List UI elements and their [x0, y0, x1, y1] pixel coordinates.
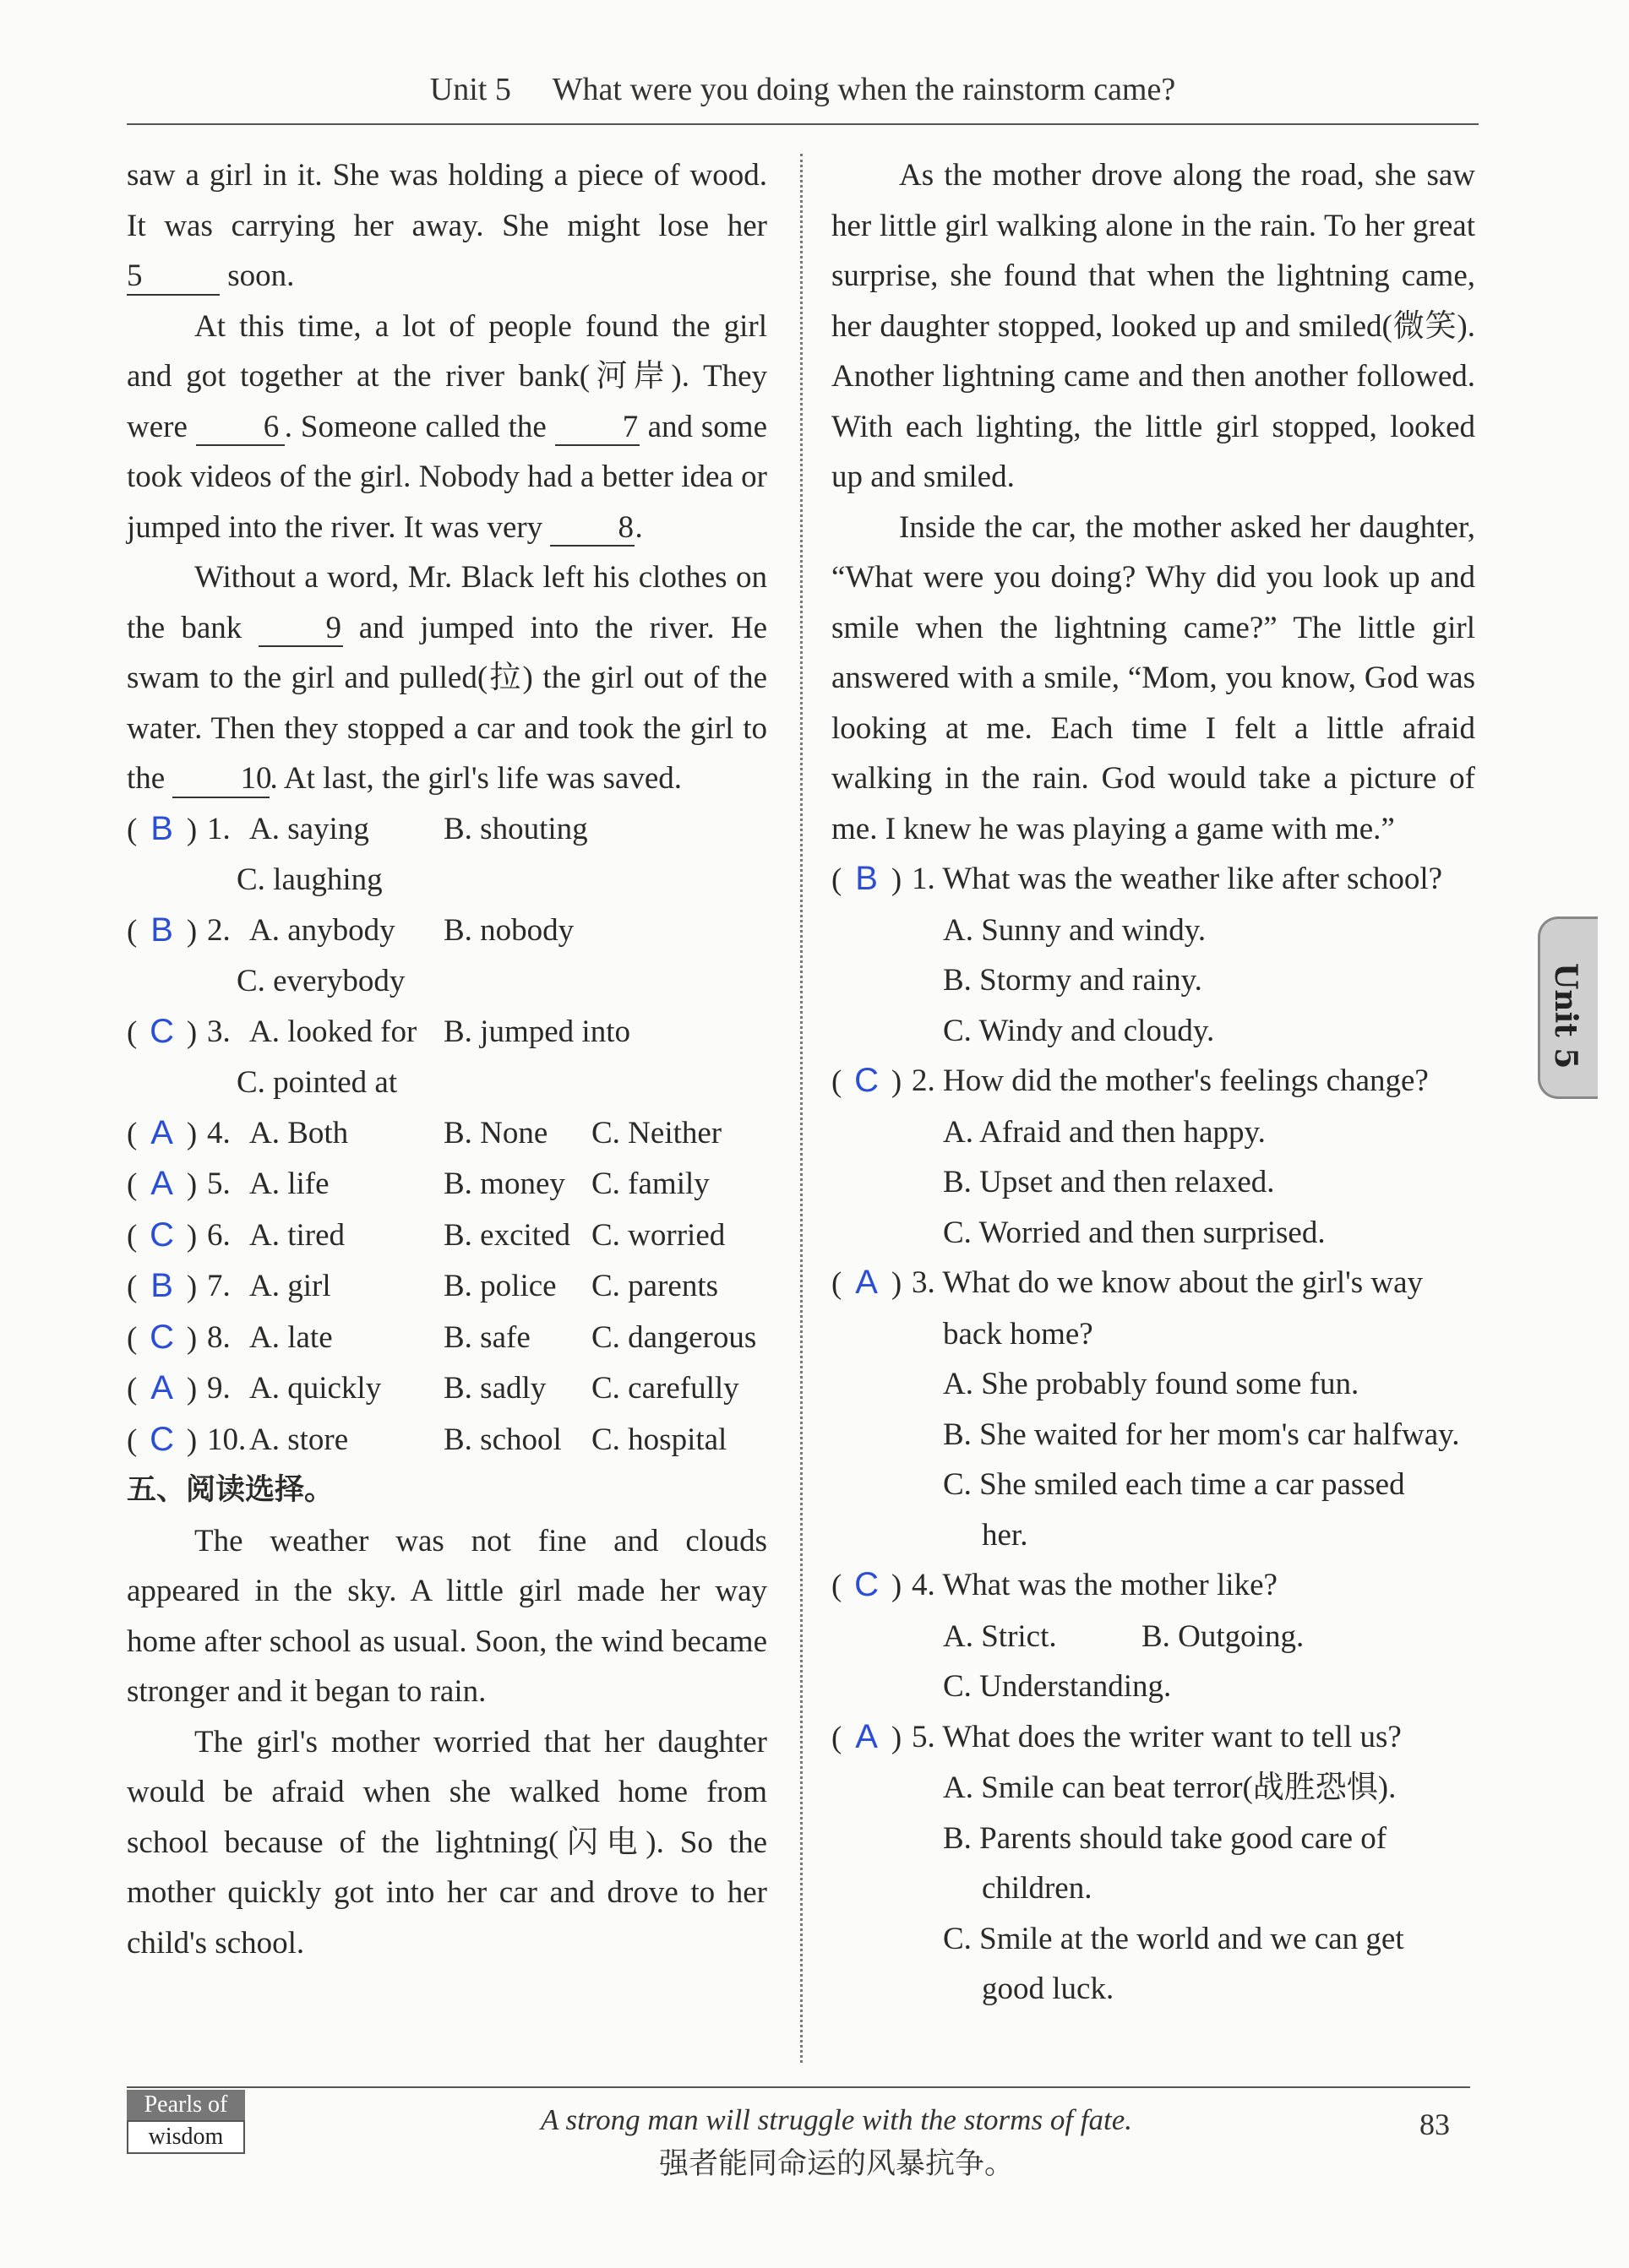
pearls-label: Pearls of [127, 2090, 245, 2120]
question-number: 8. [207, 1319, 231, 1355]
cloze-text: and some took videos of the girl. Nobody had a better idea or jumped into the river. It was very [127, 409, 767, 545]
blank-9: 9 [259, 612, 343, 648]
quote-chinese: 强者能同命运的风暴抗争。 [658, 2147, 1014, 2180]
option-c-continued: good luck. [982, 1972, 1114, 2006]
question-number: 10. [207, 1422, 247, 1457]
option-c: C. parents [591, 1269, 719, 1303]
question-number: 7. [207, 1269, 231, 1303]
cloze-text: soon. [220, 258, 295, 293]
pearls-of-wisdom-badge [127, 2090, 245, 2154]
reading-paragraph-1: The weather was not fine and clouds appeared in the sky. A little girl made her way home after school as usual. Soon, the wind became stronger and it began to rain. [127, 1523, 767, 1709]
option-c: C. Windy and cloudy. [943, 1013, 1215, 1048]
option-a: A. tired [249, 1217, 346, 1253]
cloze-text: and jumped into the river. He swam to the girl and pulled(拉) the girl out of the water. Then they stopped a car and took the girl to the [127, 610, 767, 796]
option-a: A. girl [249, 1269, 331, 1303]
option-a: A. Strict. [943, 1618, 1057, 1654]
option-a: A. looked for [249, 1014, 417, 1049]
question-text: 4. What was the mother like? [912, 1568, 1278, 1602]
question-text: 2. How did the mother's feelings change? [912, 1063, 1429, 1098]
left-column [127, 150, 767, 1968]
option-c: C. dangerous [591, 1319, 757, 1355]
reading-question-1: ( B ) 1. What was the weather like after school? A. Sunny and windy. B. Stormy and rainy. C. Windy and cloudy. [831, 854, 1475, 1056]
option-b: B. Outgoing. [1141, 1618, 1305, 1654]
option-c: C. She smiled each time a car passed [943, 1467, 1405, 1502]
answer-mark: C [150, 1318, 175, 1356]
option-b-continued: children. [982, 1871, 1092, 1906]
reading-question-4: ( C ) 4. What was the mother like? A. Strict. B. Outgoing. C. Understanding. [831, 1560, 1475, 1712]
question-number: 5. [207, 1167, 231, 1201]
footer-quote [406, 2098, 1267, 2186]
reading-paragraph-3: As the mother drove along the road, she saw her little girl walking alone in the rain. To her great surprise, she found that when the lightning came, her daughter stopped, looked up and smiled(微笑). Another lightning came and then another followed. With each lighting, the little girl stopped, looked up and smiled. [831, 158, 1475, 494]
cloze-question-10: ( C ) 10. A. store B. school C. hospital [127, 1415, 767, 1466]
question-number: 4. [207, 1115, 231, 1150]
option-a: A. Afraid and then happy. [943, 1114, 1266, 1150]
reading-paragraph-2: The girl's mother worried that her daughter would be afraid when she walked home from school because of the lightning(闪电). So the mother quickly got into her car and drove to her child's school. [127, 1724, 767, 1961]
cloze-question-1: ( B ) 1. A. saying B. shouting C. laughing [127, 804, 767, 906]
wisdom-label: wisdom [127, 2120, 245, 2154]
answer-mark: C [854, 1566, 880, 1603]
option-b: B. excited [444, 1217, 571, 1253]
blank-7: 7 [555, 411, 640, 447]
question-number: 6. [207, 1217, 231, 1253]
option-b: B. Stormy and rainy. [943, 963, 1202, 998]
answer-mark: A [855, 1264, 878, 1301]
option-b: B. Upset and then relaxed. [943, 1165, 1275, 1199]
option-b: B. Parents should take good care of [943, 1820, 1387, 1856]
option-b: B. shouting [444, 811, 588, 846]
option-c: C. everybody [237, 964, 406, 998]
answer-mark: A [150, 1113, 173, 1151]
answer-mark: C [854, 1062, 880, 1099]
option-b: B. safe [444, 1319, 531, 1355]
cloze-questions [127, 804, 767, 1466]
option-a: A. anybody [249, 912, 395, 948]
cloze-text: . Someone called the [284, 409, 555, 444]
cloze-text: saw a girl in it. She was holding a piece of wood. It was carrying her away. She might lose her [127, 158, 767, 243]
option-c: C. family [591, 1167, 710, 1201]
option-c: C. laughing [237, 862, 383, 897]
blank-10: 10 [172, 762, 270, 798]
question-number: 3. [207, 1014, 231, 1049]
question-text: 5. What does the writer want to tell us? [912, 1719, 1402, 1754]
option-b: B. school [444, 1422, 562, 1457]
option-a: A. Both [249, 1115, 349, 1150]
option-b: B. None [444, 1115, 548, 1150]
option-c: C. Neither [591, 1115, 722, 1150]
question-number: 1. [207, 811, 231, 846]
cloze-text: . At last, the girl's life was saved. [270, 761, 683, 796]
question-number: 2. [207, 912, 231, 948]
option-c: C. Understanding. [943, 1669, 1172, 1704]
option-a: A. store [249, 1422, 349, 1457]
cloze-question-5: ( A ) 5. A. life B. money C. family [127, 1159, 767, 1210]
question-number: 9. [207, 1371, 231, 1406]
page-number: 83 [1419, 2108, 1450, 2141]
header-divider [127, 123, 1479, 125]
cloze-question-8: ( C ) 8. A. late B. safe C. dangerous [127, 1313, 767, 1364]
cloze-paragraph-3 [127, 552, 767, 804]
unit-label: Unit 5 [429, 72, 511, 107]
option-a: A. late [249, 1319, 333, 1355]
option-a: A. quickly [249, 1371, 382, 1406]
blank-5: 5 [127, 259, 220, 296]
reading-question-5: ( A ) 5. What does the writer want to tell us? A. Smile can beat terror(战胜恐惧). B. Parents should take good care of children. C. Smile at the world and we can get good luck. [831, 1712, 1475, 2015]
option-c: C. pointed at [237, 1065, 398, 1100]
reading-question-2: ( C ) 2. How did the mother's feelings change? A. Afraid and then happy. B. Upset and then relaxed. C. Worried and then surprised. [831, 1056, 1475, 1258]
answer-mark: A [855, 1717, 878, 1755]
option-a: A. Smile can beat terror(战胜恐惧). [943, 1770, 1397, 1805]
unit-tab-label: Unit 5 [1548, 963, 1583, 1069]
option-c: C. worried [591, 1217, 726, 1253]
blank-6: 6 [196, 411, 285, 447]
option-b: B. money [444, 1167, 565, 1201]
right-column [831, 150, 1475, 2015]
answer-mark: B [150, 911, 173, 949]
option-a: A. life [249, 1167, 330, 1201]
answer-mark: B [150, 1267, 173, 1304]
unit-title: What were you doing when the rainstorm came? [552, 72, 1176, 107]
option-b: B. She waited for her mom's car halfway. [943, 1417, 1460, 1452]
option-b: B. jumped into [444, 1014, 630, 1049]
blank-8: 8 [550, 511, 635, 547]
question-text: 3. What do we know about the girl's way [912, 1265, 1424, 1300]
reading-question-3: ( A ) 3. What do we know about the girl's way back home? A. She probably found some fun. B. She waited for her mom's car halfway. C. She smiled each time a car passed her. [831, 1258, 1475, 1560]
section-title: 五、阅读选择。 [127, 1473, 335, 1507]
quote-english: A strong man will struggle with the storms of fate. [540, 2103, 1133, 2136]
cloze-question-3: ( C ) 3. A. looked for B. jumped into C. pointed at [127, 1007, 767, 1108]
cloze-text: At this time, a lot of people found the girl and got together at the river bank(河岸). They were [127, 308, 767, 444]
option-a: A. Sunny and windy. [943, 912, 1207, 948]
answer-mark: C [150, 1420, 175, 1458]
option-c: C. carefully [591, 1371, 739, 1406]
answer-mark: B [855, 860, 878, 897]
answer-mark: A [150, 1369, 173, 1406]
cloze-question-2: ( B ) 2. A. anybody B. nobody C. everybody [127, 906, 767, 1007]
option-a: A. She probably found some fun. [943, 1367, 1359, 1401]
cloze-text: Without a word, Mr. Black left his clothes on the bank [127, 560, 767, 645]
option-a: A. saying [249, 811, 369, 846]
answer-mark: B [150, 809, 173, 847]
cloze-paragraph-2 [127, 302, 767, 553]
option-c: C. Worried and then surprised. [943, 1215, 1326, 1250]
option-b: B. police [444, 1269, 557, 1303]
cloze-text: . [635, 509, 643, 545]
reading-paragraph-4: Inside the car, the mother asked her daughter, “What were you doing? Why did you look up and smile when the lightning came?” The little girl answered with a smile, “Mom, you know, God was looking at me. Each time I felt a little afraid walking in the rain. God would take a picture of me. I knew he was playing a game with me.” [831, 509, 1475, 846]
answer-mark: A [150, 1165, 173, 1202]
page-header [127, 71, 1479, 108]
cloze-paragraph-1 [127, 150, 767, 302]
option-b: B. sadly [444, 1371, 547, 1406]
question-text-continued: back home? [943, 1316, 1093, 1352]
answer-mark: C [150, 1216, 175, 1254]
cloze-question-6: ( C ) 6. A. tired B. excited C. worried [127, 1210, 767, 1262]
cloze-question-9: ( A ) 9. A. quickly B. sadly C. carefully [127, 1363, 767, 1415]
column-divider [800, 154, 803, 2063]
option-b: B. nobody [444, 912, 575, 948]
answer-mark: C [150, 1012, 175, 1050]
footer-divider [127, 2086, 1470, 2088]
cloze-question-4: ( A ) 4. A. Both B. None C. Neither [127, 1108, 767, 1160]
option-c: C. Smile at the world and we can get [943, 1921, 1404, 1956]
option-c-continued: her. [982, 1517, 1028, 1553]
cloze-question-7: ( B ) 7. A. girl B. police C. parents [127, 1261, 767, 1313]
question-text: 1. What was the weather like after school? [912, 862, 1443, 896]
option-c: C. hospital [591, 1422, 727, 1457]
